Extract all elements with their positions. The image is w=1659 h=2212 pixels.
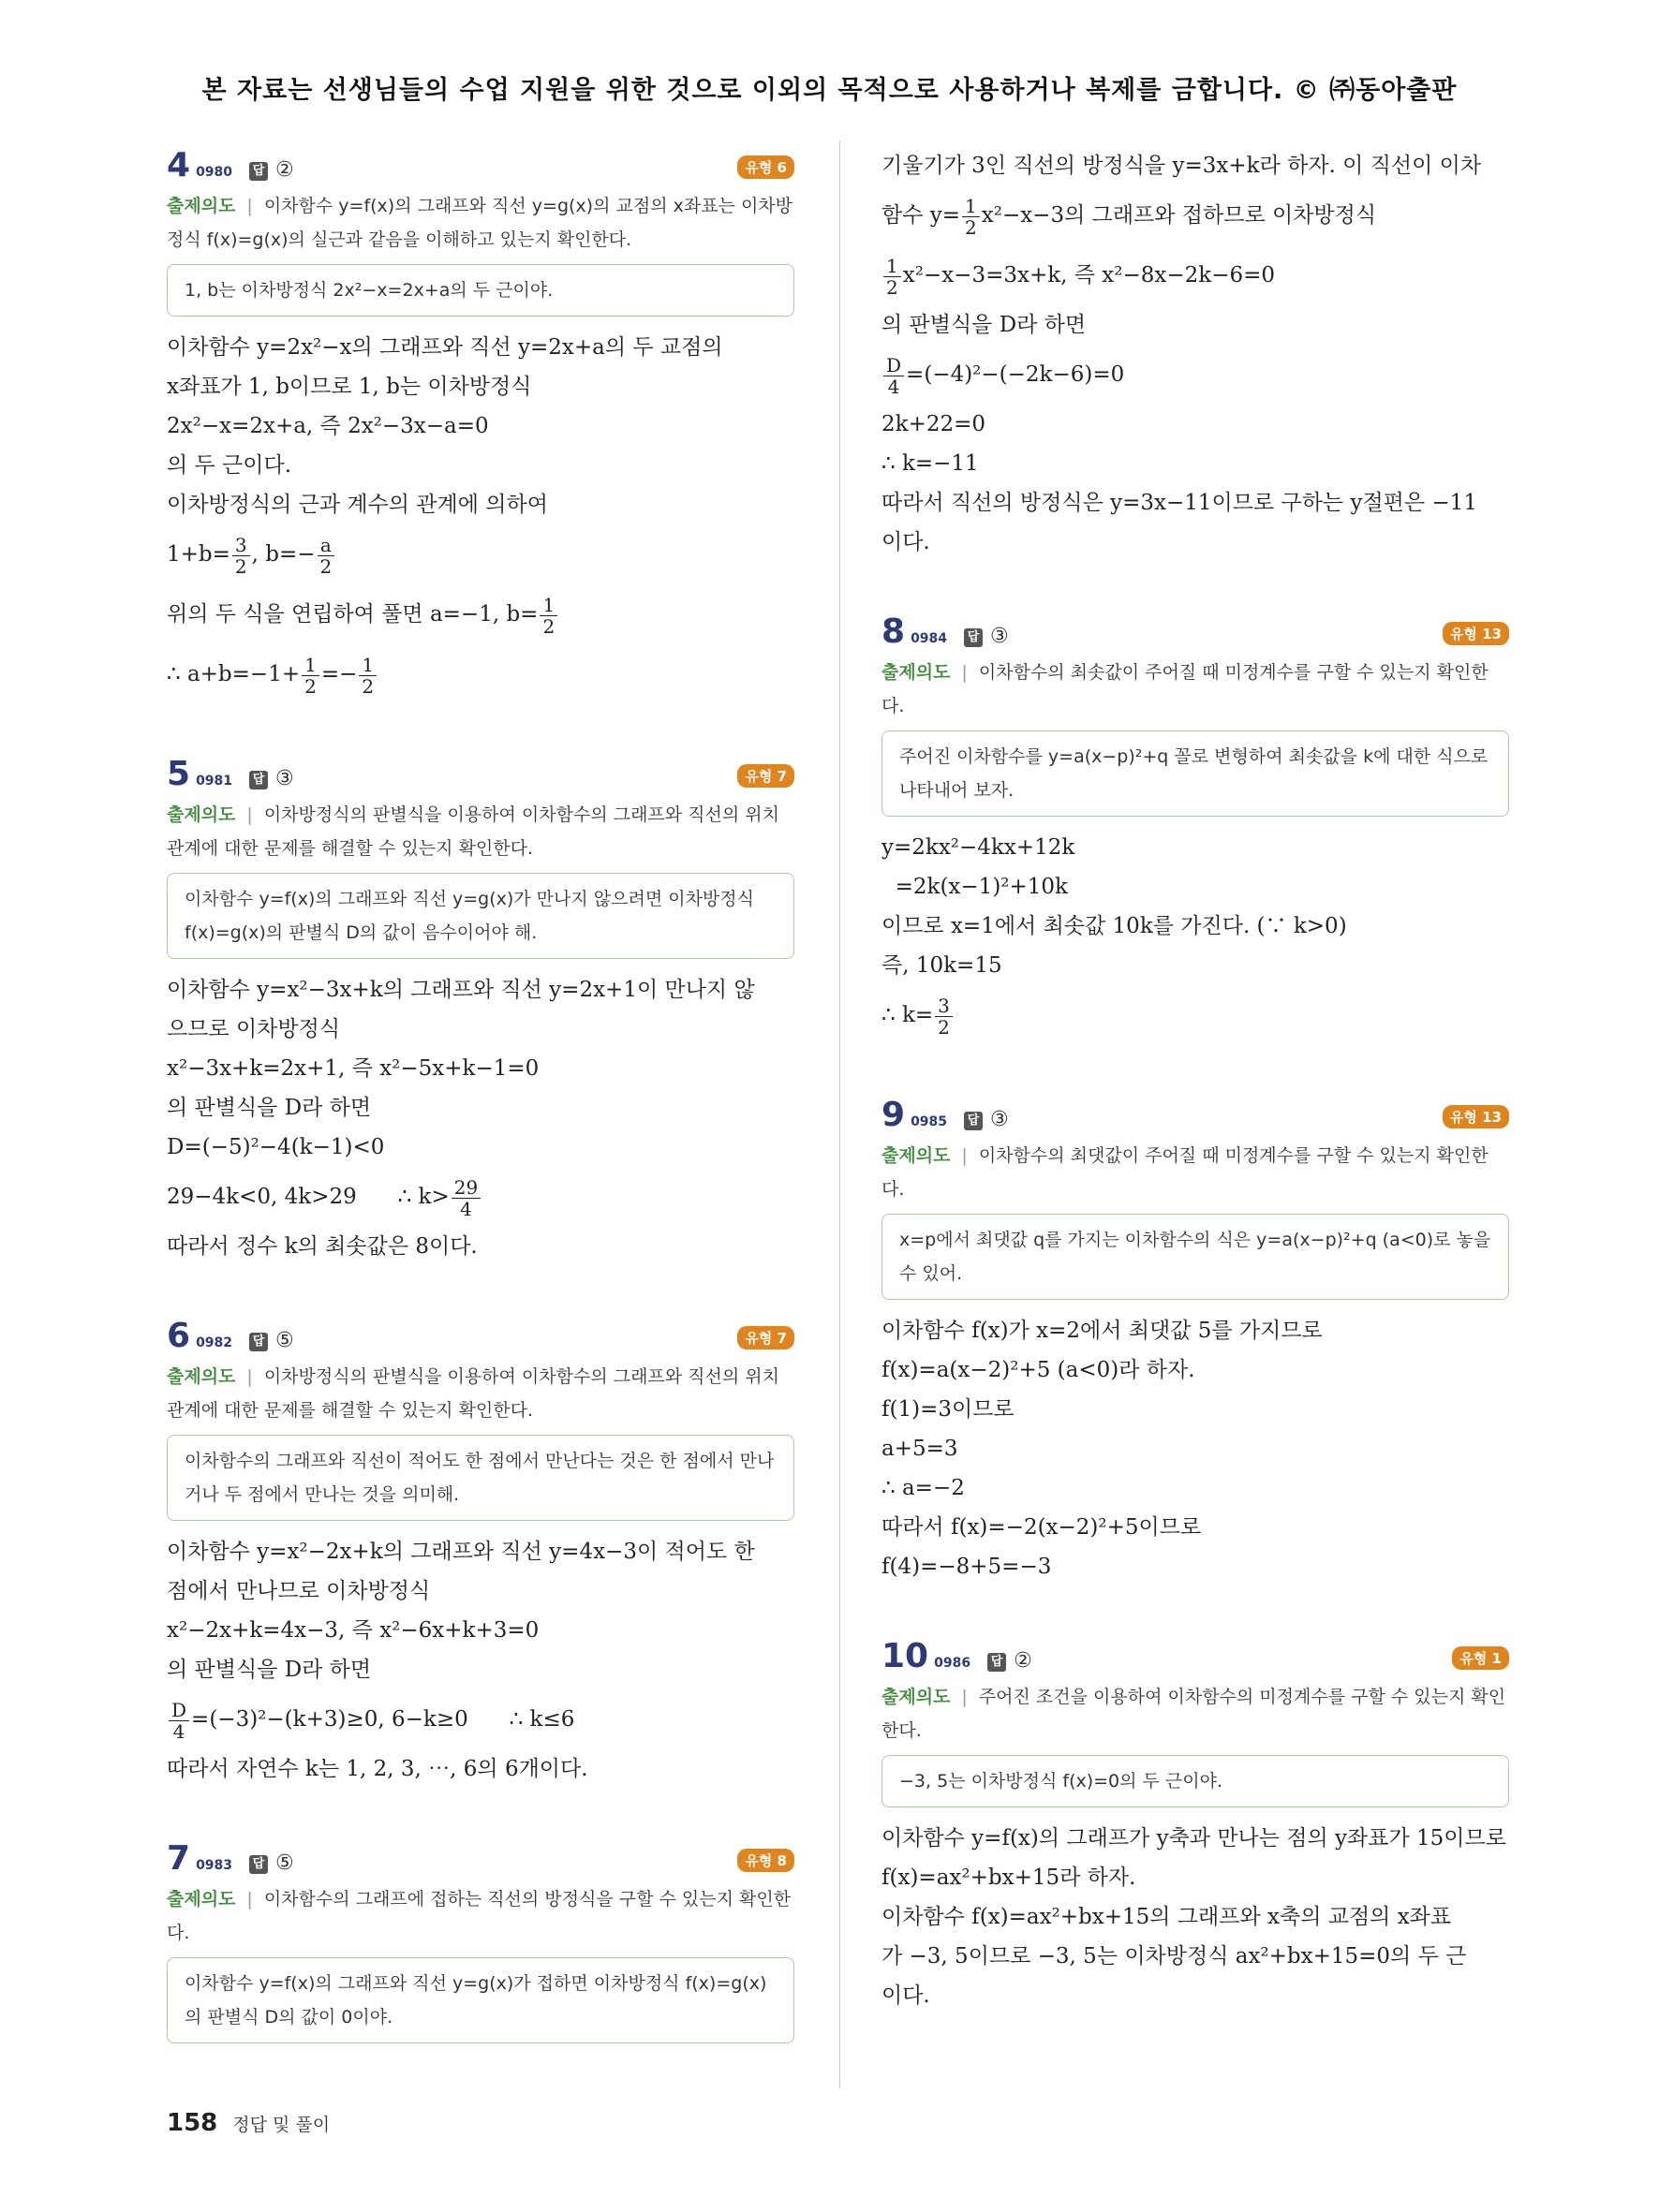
intent — [167, 1360, 794, 1427]
solution-line: 따라서 f(x)=−2(x−2)²+5이므로 — [881, 1515, 1202, 1540]
problem-5 — [167, 755, 794, 1266]
solution-line: 의 두 근이다. — [167, 453, 292, 478]
problem-code: 0980 — [196, 165, 233, 180]
solution-line: 따라서 자연수 k는 1, 2, 3, ⋯, 6의 6개이다. — [167, 1757, 588, 1781]
intent-separator: | — [246, 196, 253, 216]
problem-7 — [167, 1839, 794, 2043]
intent-text: 주어진 조건을 이용하여 이차함수의 미정계수를 구할 수 있는지 확인한다. — [881, 1687, 1506, 1741]
solution-line: 이차함수 f(x)=ax²+bx+15의 그래프와 x축의 교점의 x좌표 — [881, 1905, 1452, 1929]
problem-6 — [167, 1317, 794, 1789]
solution-line: 점에서 만나므로 이차방정식 — [167, 1579, 431, 1603]
problem-code: 0986 — [934, 1656, 971, 1671]
fraction: $\frac{D}{4}$ — [169, 1700, 189, 1742]
hint-box: 1, b는 이차방정식 2x²−x=2x+a의 두 근이야. — [167, 264, 794, 317]
solution-line: 따라서 직선의 방정식은 y=3x−11이므로 구하는 y절편은 −11 — [881, 491, 1477, 515]
problem-number: 9 — [881, 1096, 906, 1134]
answer: ③ — [990, 1108, 1009, 1131]
solution — [167, 1532, 794, 1789]
answer-icon: 답 — [249, 1333, 268, 1351]
intent — [881, 1139, 1509, 1206]
intent-label: 출제의도 — [881, 662, 951, 683]
intent-separator: | — [246, 1366, 253, 1387]
problem-code: 0983 — [196, 1858, 233, 1873]
intent-separator: | — [246, 804, 253, 825]
solution — [167, 970, 794, 1266]
fraction: $\frac{29}{4}$ — [452, 1177, 481, 1219]
intent — [167, 189, 794, 257]
solution-line: 이차함수 y=f(x)의 그래프가 y축과 만나는 점의 y좌표가 15이므로 — [881, 1826, 1506, 1851]
solution-line: 이므로 x=1에서 최솟값 10k를 가진다. (∵ k>0) — [881, 914, 1347, 938]
answer: ③ — [990, 625, 1009, 648]
solution-line: 이차방정식의 근과 계수의 관계에 의하여 — [167, 493, 548, 517]
intent-label: 출제의도 — [167, 804, 236, 825]
solution-line: 이차함수 f(x)가 x=2에서 최댓값 5를 가지므로 — [881, 1319, 1323, 1343]
hint-box: −3, 5는 이차방정식 f(x)=0의 두 근이야. — [881, 1755, 1509, 1807]
problem-header — [881, 1096, 1509, 1137]
solution-line: 으므로 이차방정식 — [167, 1017, 341, 1041]
intent-label: 출제의도 — [167, 196, 236, 216]
solution-line: x²−2x+k=4x−3, 즉 x²−6x+k+3=0 — [167, 1618, 540, 1643]
solution-line: a+5=3 — [881, 1437, 958, 1461]
solution-line: 이다. — [881, 530, 930, 554]
problem-header — [881, 612, 1509, 654]
intent-separator: | — [961, 1687, 968, 1707]
solution-formula: ∴ k= $\frac{3}{2}$ — [881, 985, 1509, 1045]
intent-text: 이차함수의 최솟값이 주어질 때 미정계수를 구할 수 있는지 확인한다. — [881, 662, 1489, 716]
fraction: $\frac{a}{2}$ — [318, 535, 335, 577]
solution-line: f(1)=3이므로 — [881, 1397, 1015, 1422]
solution-line: 이다. — [881, 1983, 930, 2008]
fraction: $\frac{D}{4}$ — [883, 355, 904, 397]
intent-text: 이차방정식의 판별식을 이용하여 이차함수의 그래프와 직선의 위치 관계에 대한 문제를 해결할 수 있는지 확인한다. — [167, 804, 779, 859]
solution-line: D=(−5)²−4(k−1)<0 — [167, 1135, 385, 1159]
answer-icon: 답 — [249, 1855, 268, 1874]
solution-formula: $\frac{D}{4}$ =(−3)²−(k+3)≥0, 6−k≥0 ∴ k≤6 — [167, 1689, 794, 1749]
problem-header — [167, 1839, 794, 1880]
problem-header — [167, 146, 794, 187]
solution-line: ∴ a=−2 — [881, 1476, 965, 1500]
answer: ⑤ — [275, 1329, 294, 1352]
hint-box: 이차함수 y=f(x)의 그래프와 직선 y=g(x)가 만나지 않으려면 이차방정식 f(x)=g(x)의 판별식 D의 값이 음수이어야 해. — [167, 873, 794, 959]
type-tag: 유형 1 — [1452, 1646, 1509, 1670]
problem-header — [881, 1637, 1509, 1678]
answer-icon: 답 — [249, 162, 268, 181]
problem-code: 0985 — [911, 1114, 948, 1129]
solution-line: 의 판별식을 D라 하면 — [167, 1096, 372, 1120]
problem-number: 6 — [167, 1317, 191, 1355]
page-number: 158 — [167, 2109, 218, 2137]
solution-line: y=2kx²−4kx+12k — [881, 835, 1075, 860]
intent-text: 이차방정식의 판별식을 이용하여 이차함수의 그래프와 직선의 위치 관계에 대한 문제를 해결할 수 있는지 확인한다. — [167, 1366, 779, 1421]
solution — [881, 1311, 1509, 1586]
intent-label: 출제의도 — [881, 1687, 951, 1707]
problem-10 — [881, 1637, 1509, 2015]
copyright-banner: 본 자료는 선생님들의 수업 지원을 위한 것으로 이외의 목적으로 사용하거나 복제를 금합니다. © ㈜동아출판 — [201, 76, 1458, 105]
right-column — [881, 146, 1509, 2015]
solution-problem-7 — [881, 146, 1509, 562]
solution-formula: $\frac{D}{4}$ =(−4)²−(−2k−6)=0 — [881, 345, 1509, 405]
solution-formula: 29−4k<0, 4k>29 ∴ k> $\frac{29}{4}$ — [167, 1167, 794, 1227]
type-tag: 유형 7 — [737, 1326, 794, 1349]
type-tag: 유형 7 — [737, 764, 794, 788]
solution-line: 이차함수 y=x²−3x+k의 그래프와 직선 y=2x+1이 만나지 않 — [167, 978, 755, 1002]
problem-header — [167, 755, 794, 796]
fraction: $\frac{1}{2}$ — [883, 256, 901, 298]
solution-line: 의 판별식을 D라 하면 — [881, 313, 1087, 337]
answer: ② — [1014, 1649, 1032, 1673]
problem-number: 5 — [167, 755, 191, 793]
problem-number: 8 — [881, 612, 906, 651]
footer-title: 정답 및 풀이 — [232, 2115, 331, 2135]
problem-header — [167, 1317, 794, 1358]
solution — [881, 828, 1509, 1045]
hint-box: 이차함수의 그래프와 직선이 적어도 한 점에서 만난다는 것은 한 점에서 만나거나 두 점에서 만나는 것을 의미해. — [167, 1435, 794, 1521]
solution-line: 이차함수 y=x²−2x+k의 그래프와 직선 y=4x−3이 적어도 한 — [167, 1540, 755, 1564]
fraction: $\frac{1}{2}$ — [962, 196, 980, 238]
solution-line: 기울기가 3인 직선의 방정식을 y=3x+k라 하자. 이 직선이 이차 — [881, 154, 1482, 178]
intent-separator: | — [961, 1145, 968, 1166]
type-tag: 유형 6 — [737, 155, 794, 179]
fraction: $\frac{3}{2}$ — [935, 995, 953, 1038]
solution-line: =2k(x−1)²+10k — [881, 875, 1068, 899]
intent-separator: | — [246, 1889, 253, 1910]
intent — [881, 656, 1509, 723]
fraction: $\frac{1}{2}$ — [302, 655, 319, 697]
answer-icon: 답 — [964, 628, 983, 647]
hint-box: 주어진 이차함수를 y=a(x−p)²+q 꼴로 변형하여 최솟값을 k에 대한 식으로 나타내어 보자. — [881, 730, 1509, 817]
intent-text: 이차함수의 그래프에 접하는 직선의 방정식을 구할 수 있는지 확인한다. — [167, 1889, 792, 1943]
intent — [881, 1680, 1509, 1747]
answer-icon: 답 — [249, 771, 268, 789]
answer: ② — [275, 158, 294, 182]
fraction: $\frac{3}{2}$ — [232, 535, 250, 577]
solution-formula: $\frac{1}{2}$ x²−x−3=3x+k, 즉 x²−8x−2k−6=0 — [881, 245, 1509, 305]
solution-line: 2x²−x=2x+a, 즉 2x²−3x−a=0 — [167, 414, 489, 438]
intent — [167, 798, 794, 865]
solution — [167, 328, 794, 704]
problem-code: 0984 — [911, 631, 948, 646]
type-tag: 유형 8 — [737, 1849, 794, 1872]
problem-code: 0982 — [196, 1335, 233, 1350]
intent-text: 이차함수의 최댓값이 주어질 때 미정계수를 구할 수 있는지 확인한다. — [881, 1145, 1489, 1200]
fraction: $\frac{1}{2}$ — [540, 595, 557, 637]
solution-formula: 함수 y= $\frac{1}{2}$ x²−x−3의 그래프와 접하므로 이차방정식 — [881, 194, 1377, 239]
intent-text: 이차함수 y=f(x)의 그래프와 직선 y=g(x)의 교점의 x좌표는 이차방정식 f(x)=g(x)의 실근과 같음을 이해하고 있는지 확인한다. — [167, 196, 793, 250]
solution-line: x좌표가 1, b이므로 1, b는 이차방정식 — [167, 375, 532, 399]
solution-line: f(x)=ax²+bx+15라 하자. — [881, 1865, 1136, 1890]
intent-label: 출제의도 — [167, 1366, 236, 1387]
answer: ③ — [275, 767, 294, 790]
solution-line: 즉, 10k=15 — [881, 953, 1002, 978]
column-divider — [839, 140, 840, 2088]
solution-line: 이차함수 y=2x²−x의 그래프와 직선 y=2x+a의 두 교점의 — [167, 335, 723, 360]
solution-line: 따라서 정수 k의 최솟값은 8이다. — [167, 1234, 478, 1259]
intent-separator: | — [961, 662, 968, 683]
type-tag: 유형 13 — [1443, 622, 1509, 645]
solution-line: ∴ k=−11 — [881, 451, 979, 476]
page-footer — [167, 2109, 330, 2137]
problem-number: 10 — [881, 1637, 929, 1675]
type-tag: 유형 13 — [1443, 1105, 1509, 1128]
answer: ⑤ — [275, 1851, 294, 1875]
problem-9 — [881, 1096, 1509, 1586]
solution-line: 가 −3, 5이므로 −3, 5는 이차방정식 ax²+bx+15=0의 두 근 — [881, 1944, 1467, 1969]
hint-box: x=p에서 최댓값 q를 가지는 이차함수의 식은 y=a(x−p)²+q (a<0)로 놓을 수 있어. — [881, 1214, 1509, 1300]
solution-line: 2k+22=0 — [881, 412, 986, 436]
fraction: $\frac{1}{2}$ — [359, 655, 377, 697]
intent — [167, 1882, 794, 1950]
solution-line: x²−3x+k=2x+1, 즉 x²−5x+k−1=0 — [167, 1056, 540, 1081]
solution-line: 의 판별식을 D라 하면 — [167, 1658, 372, 1682]
problem-8 — [881, 612, 1509, 1045]
answer-icon: 답 — [987, 1653, 1006, 1672]
solution-formula: ∴ a+b=−1+ $\frac{1}{2}$ =− $\frac{1}{2}$ — [167, 644, 794, 704]
intent-label: 출제의도 — [881, 1145, 951, 1166]
problem-code: 0981 — [196, 774, 233, 789]
left-column — [167, 146, 794, 2055]
problem-number: 4 — [167, 146, 191, 184]
solution-line: f(x)=a(x−2)²+5 (a<0)라 하자. — [881, 1358, 1195, 1382]
intent-label: 출제의도 — [167, 1889, 236, 1910]
answer-icon: 답 — [964, 1112, 983, 1130]
hint-box: 이차함수 y=f(x)의 그래프와 직선 y=g(x)가 접하면 이차방정식 f(x)=g(x)의 판별식 D의 값이 0이야. — [167, 1957, 794, 2043]
problem-4 — [167, 146, 794, 704]
solution — [881, 1819, 1509, 2015]
problem-number: 7 — [167, 1839, 191, 1878]
solution-formula: 1+b= $\frac{3}{2}$ , b=− $\frac{a}{2}$ — [167, 524, 794, 584]
solution-formula: 위의 두 식을 연립하여 풀면 a=−1, b= $\frac{1}{2}$ — [167, 584, 794, 644]
solution-line: f(4)=−8+5=−3 — [881, 1555, 1052, 1579]
